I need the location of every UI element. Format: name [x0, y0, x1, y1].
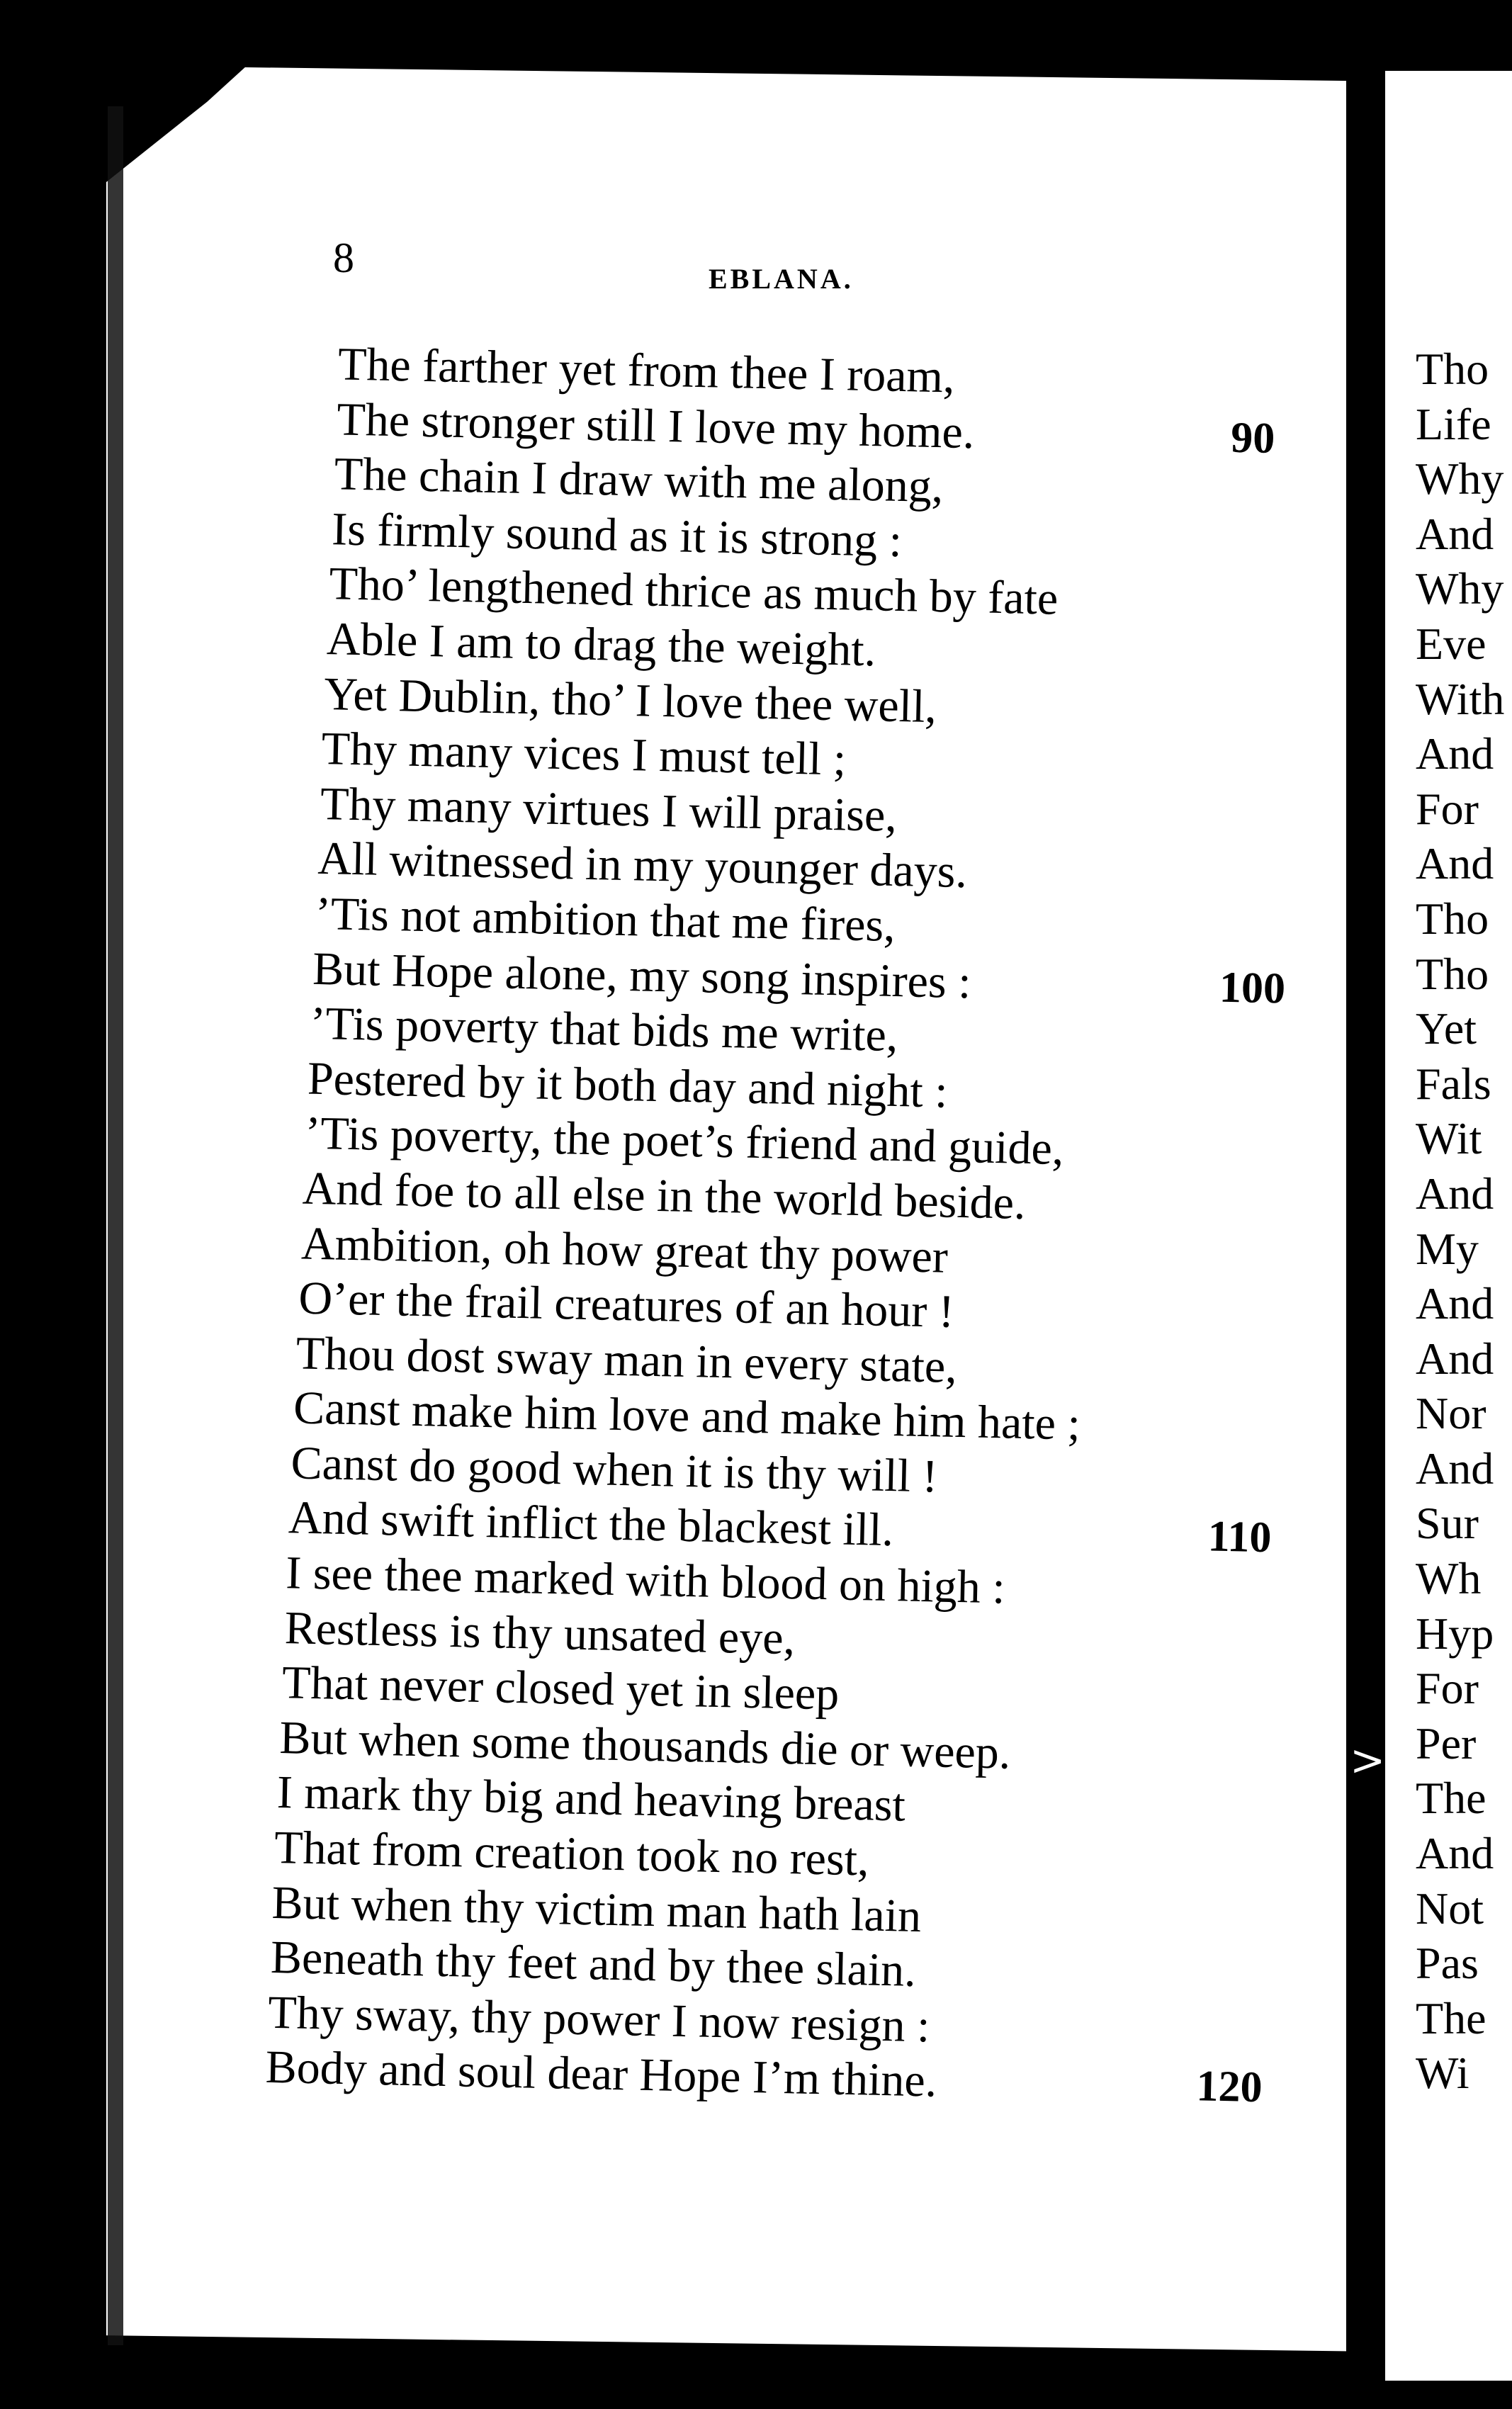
poem-line-text: The chain I draw with me along, [334, 448, 944, 513]
poem-line-text: But Hope alone, my song inspires : [312, 942, 972, 1008]
poem-line-text: But when some thousands die or weep. [278, 1711, 1012, 1779]
facing-page-fragment: And [1416, 508, 1494, 559]
facing-page-fragment: Eve [1416, 618, 1486, 669]
poem-line-text: The farther yet from thee I roam, [337, 338, 956, 403]
poem-line-text: That from creation took no rest, [273, 1821, 870, 1886]
facing-page-fragment: The [1416, 1992, 1486, 2043]
line-number: 110 [1207, 1512, 1273, 1562]
poem-line-text: Canst make him love and make him hate ; [293, 1382, 1081, 1450]
facing-page-fragment: Why [1416, 453, 1504, 504]
poem-line-text: I mark thy big and heaving breast [276, 1766, 906, 1832]
poem-line-text: Thy sway, thy power I now resign : [267, 1986, 931, 2053]
facing-page-fragment: Pas [1416, 1938, 1479, 1989]
line-number: 120 [1195, 2062, 1263, 2112]
facing-page-fragment: Nor [1416, 1388, 1486, 1439]
facing-page-fragment: Tho [1416, 893, 1489, 944]
facing-page-text [1416, 342, 1512, 2101]
poem-line-text: ’Tis not ambition that me fires, [315, 887, 896, 952]
poem-line-text: I see thee marked with blood on high : [285, 1547, 1006, 1614]
facing-page-fragment: Sur [1416, 1498, 1479, 1549]
facing-page-fragment: Hyp [1416, 1608, 1494, 1659]
page-number: 8 [333, 235, 354, 281]
poem-line-text: Ambition, oh how great thy power [300, 1217, 949, 1283]
facing-page-fragment: For [1416, 1663, 1479, 1714]
poem-line-text: ’Tis poverty, the poet’s friend and guide, [304, 1107, 1065, 1175]
facing-page-fragment: Not [1416, 1883, 1484, 1934]
poem-line-text: Thy many vices I must tell ; [321, 723, 847, 786]
facing-page-fragment: Tho [1416, 344, 1489, 394]
poem-line-text: Is firmly sound as it is strong : [331, 503, 903, 567]
facing-page-fragment: Tho [1416, 948, 1489, 999]
facing-page-fragment: The [1416, 1773, 1486, 1824]
facing-page-fragment: For [1416, 783, 1479, 834]
margin-mark: > [1350, 1736, 1386, 1785]
facing-page-fragment: And [1416, 1278, 1494, 1329]
poem-line-text: And foe to all else in the world beside. [302, 1162, 1027, 1229]
facing-page-fragment: And [1416, 1168, 1494, 1219]
facing-page-fragment: And [1416, 1828, 1494, 1879]
facing-page-fragment: And [1416, 838, 1494, 889]
poem-line-text: That never closed yet in sleep [281, 1657, 840, 1720]
poem-line-text: All witnessed in my younger days. [317, 833, 968, 898]
facing-page-fragment: And [1416, 1443, 1494, 1494]
poem-line-text: Yet Dublin, tho’ I love thee well, [323, 667, 937, 733]
facing-page-fragment: My [1416, 1223, 1479, 1274]
poem-line-text: Beneath thy feet and by thee slain. [270, 1931, 917, 1997]
running-head: EBLANA. [709, 263, 854, 295]
poem-line-text: But when thy victim man hath lain [271, 1876, 922, 1942]
line-number: 100 [1219, 963, 1286, 1013]
poem-line-text: Body and soul dear Hope I’m thine. [265, 2041, 938, 2107]
book-gutter [1346, 67, 1385, 2370]
facing-page-fragment: Life [1416, 398, 1491, 449]
poem-line-text: And swift inflict the blackest ill. [288, 1491, 894, 1557]
line-number: 90 [1230, 413, 1275, 463]
poem-body [265, 337, 1332, 2116]
facing-page-fragment: And [1416, 728, 1494, 779]
page-edge-shadow [108, 106, 123, 2345]
poem-line-text: Canst do good when it is thy will ! [290, 1437, 939, 1503]
facing-page-fragment: Fals [1416, 1058, 1491, 1109]
facing-page-fragment: Wh [1416, 1553, 1482, 1604]
facing-page-fragment: With [1416, 673, 1505, 724]
poem-line-text: Tho’ lengthened thrice as much by fate [328, 558, 1059, 626]
facing-page-fragment: Wit [1416, 1113, 1482, 1164]
facing-page-fragment: Yet [1416, 1003, 1477, 1054]
poem-line-text: The stronger still I love my home. [336, 393, 976, 458]
facing-page-fragment: Why [1416, 563, 1504, 614]
poem-line-text: Pestered by it both day and night : [307, 1052, 949, 1118]
poem-line-text: Restless is thy unsated eye, [284, 1601, 796, 1664]
facing-page-fragment: Wi [1416, 2048, 1469, 2099]
facing-page-fragment: And [1416, 1333, 1494, 1384]
poem-line-text: ’Tis poverty that bids me write, [309, 997, 899, 1062]
poem-line-text: Thy many virtues I will praise, [320, 777, 898, 842]
facing-page-fragment: Per [1416, 1717, 1477, 1768]
poem-line-text: Able I am to drag the weight. [326, 613, 876, 677]
poem-line-text: O’er the frail creatures of an hour ! [298, 1272, 955, 1338]
poem-line-text: Thou dost sway man in every state, [295, 1327, 958, 1393]
